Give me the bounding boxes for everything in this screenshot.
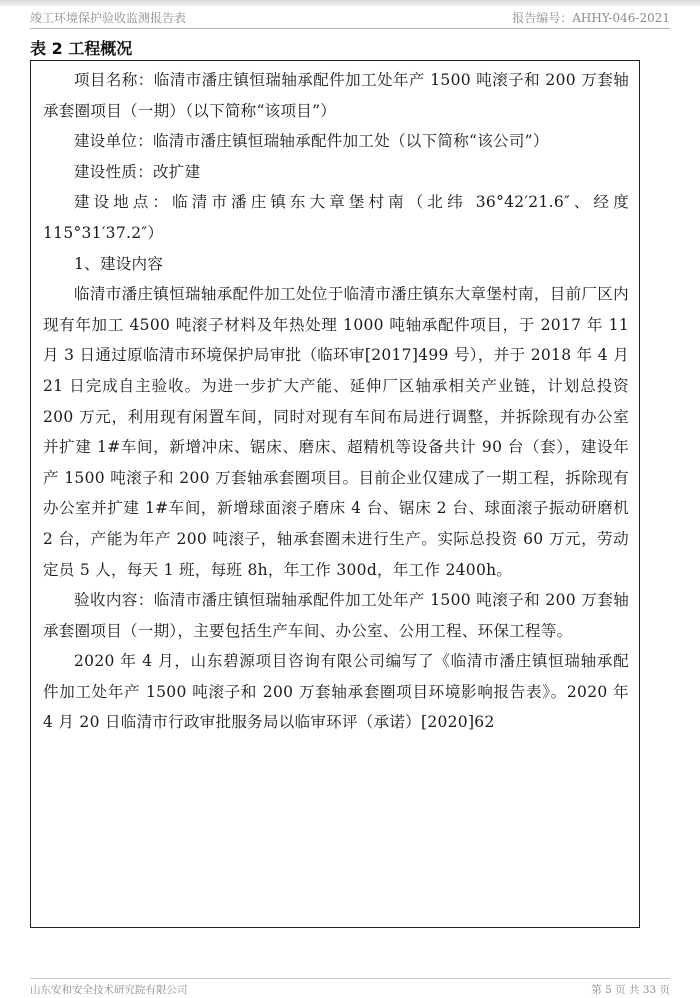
construction-site-paragraph: 建设地点：临清市潘庄镇东大章堡村南（北纬 36°42′21.6″、经度 115°31′37.2″） [43,193,629,242]
project-overview-box [30,60,640,928]
header-divider [30,28,670,29]
acceptance-content-paragraph: 验收内容：临清市潘庄镇恒瑞轴承配件加工处年产 1500 吨滚子和 200 万套轴承套圈项目（一期），主要包括生产车间、办公室、公用工程、环保工程等。 [43,591,629,640]
footer-page-number: 第 5 页 共 33 页 [591,983,670,996]
footer-divider [30,978,670,979]
table-title: 表 2 工程概况 [30,39,133,58]
page-footer [30,980,670,998]
construction-unit-paragraph: 建设单位：临清市潘庄镇恒瑞轴承配件加工处（以下简称“该公司”） [74,132,549,151]
header-report-number: 报告编号：AHHY-046-2021 [512,10,670,25]
footer-organization: 山东安和安全技术研究院有限公司 [30,983,188,996]
section-heading: 1、建设内容 [74,254,164,273]
construction-content-paragraph: 临清市潘庄镇恒瑞轴承配件加工处位于临清市潘庄镇东大章堡村南，目前厂区内现有年加工 4500 吨滚子材料及年热处理 1000 吨轴承配件项目，于 2017 年 11 月 3 日通过原临清市环境保护局审批（临环审[2017]499 号），并于 2018 年 4 月 21 日完成自主验收。为进一步扩大产能、延伸厂区轴承相关产业链，计划总投资 200 万元，利用现有闲置车间，同时对现有车间布局进行调整，并拆除现有办公室并扩建 1#车间，新增冲床、锯床、磨床、超精机等设备共计 90 台（套），建设年产 1500 吨滚子和 200 万套轴承套圈项目。目前企业仅建成了一期工程，拆除现有办公室并扩建 1#车间，新增球面滚子磨床 4 台、锯床 2 台、球面滚子振动研磨机 2 台，产能为年产 200 吨滚子，轴承套圈未进行生产。实际总投资 60 万元，劳动定员 5 人，每天 1 班，每班 8h，年工作 300d，年工作 2400h。 [43,285,629,579]
construction-nature-paragraph: 建设性质：改扩建 [74,162,201,181]
eia-history-paragraph: 2020 年 4 月，山东碧源项目咨询有限公司编写了《临清市潘庄镇恒瑞轴承配件加工处年产 1500 吨滚子和 200 万套轴承套圈项目环境影响报告表》。2020 年 4 月 20 日临清市行政审批服务局以临审环评（承诺）[2020]62 [43,652,629,732]
header-report-title: 竣工环境保护验收监测报告表 [30,10,187,25]
project-name-paragraph: 项目名称：临清市潘庄镇恒瑞轴承配件加工处年产 1500 吨滚子和 200 万套轴承套圈项目（一期）（以下简称“该项目”） [43,71,629,120]
page-header [30,6,670,28]
